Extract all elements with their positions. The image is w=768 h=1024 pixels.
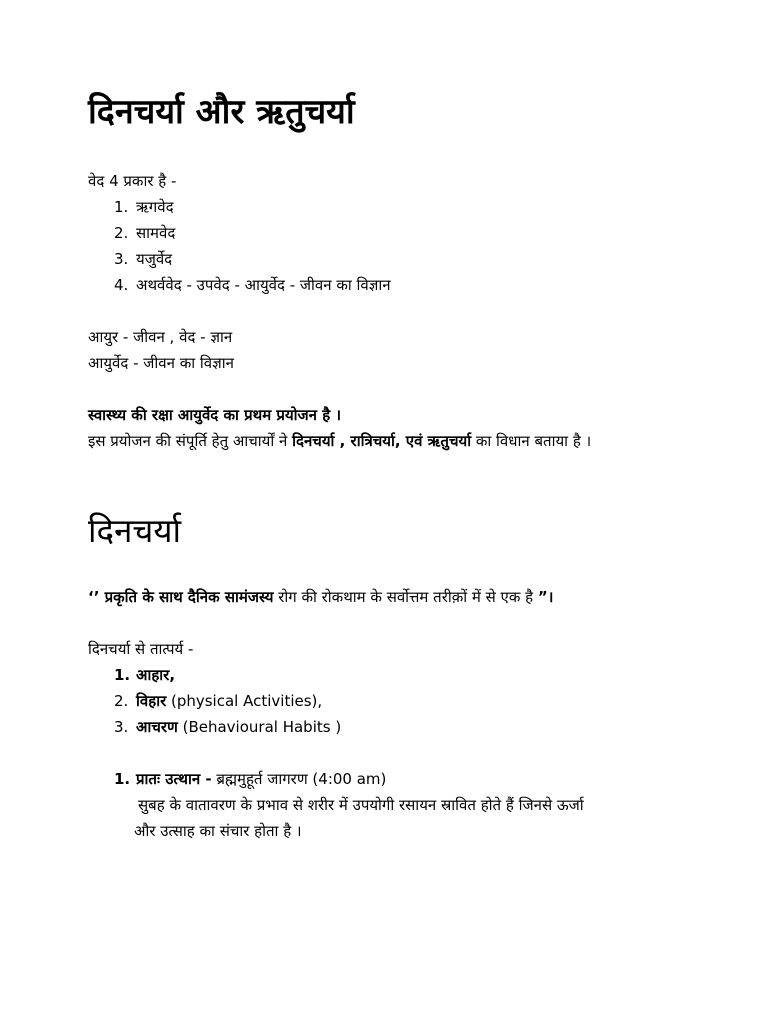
- purpose-statement: [88, 404, 341, 426]
- list-text: (physical Activities),: [166, 692, 323, 710]
- wake-bold-text: प्रातः उत्थान -: [136, 770, 212, 788]
- list-number: 1.: [114, 770, 131, 788]
- list-text: (Behavioural Habits ): [177, 718, 342, 736]
- wake-text: ब्रह्ममुहूर्त जागरण (4:00 am): [211, 770, 387, 788]
- wake-description-2: और उत्साह का संचार होता है ।: [134, 822, 302, 840]
- list-text: यजुर्वेद: [136, 250, 173, 268]
- veda-intro: वेद 4 प्रकार है -: [88, 172, 177, 190]
- fulfilment-post: का विधान बताया है ।: [471, 432, 592, 450]
- document-title: दिनचर्या और ऋतुचर्या: [88, 92, 355, 132]
- list-number: 4.: [114, 276, 129, 294]
- purpose-bold-text: स्वास्थ्य की रक्षा आयुर्वेद का प्रथम प्रयोजन है ।: [88, 406, 342, 424]
- ayur-definition-2: आयुर्वेद - जीवन का विज्ञान: [88, 354, 234, 372]
- ayur-definition-1: आयुर - जीवन , वेद - ज्ञान: [88, 328, 233, 346]
- list-item: [114, 716, 341, 738]
- quote-middle: रोग की रोकथाम के सर्वोत्तम तरीक़ों में से एक है: [273, 588, 538, 606]
- list-number: 2.: [114, 692, 129, 710]
- list-item: [114, 196, 174, 218]
- quote-bold-open: ‘’ प्रकृति के साथ दैनिक सामंजस्य: [88, 588, 274, 606]
- fulfilment-bold: दिनचर्या , रात्रिचर्या, एवं ऋतुचर्या: [292, 432, 472, 450]
- list-text: सामवेद: [136, 224, 176, 242]
- fulfilment-pre: इस प्रयोजन की संपूर्ति हेतु आचार्यों ने: [88, 432, 293, 450]
- list-number: 1.: [114, 198, 129, 216]
- list-number: 3.: [114, 250, 129, 268]
- quote-bold-close: ”।: [537, 588, 554, 606]
- list-number: 2.: [114, 224, 129, 242]
- quote-line: [88, 586, 553, 608]
- list-item: [114, 222, 175, 244]
- list-item: [114, 248, 172, 270]
- list-item: [114, 690, 322, 712]
- wake-description-1: सुबह के वातावरण के प्रभाव से शरीर में उपयोगी रसायन स्रावित होते हैं जिनसे ऊर्जा: [138, 796, 584, 814]
- list-text: ऋगवेद: [136, 198, 174, 216]
- wake-item: [114, 768, 386, 790]
- list-bold-text: आहार,: [136, 666, 176, 684]
- list-number: 1.: [114, 666, 131, 684]
- list-bold-text: विहार: [136, 692, 167, 710]
- list-text: अथर्ववेद - उपवेद - आयुर्वेद - जीवन का विज्ञान: [136, 276, 391, 294]
- meaning-intro: दिनचर्या से तात्पर्य -: [88, 640, 194, 658]
- list-number: 3.: [114, 718, 129, 736]
- section-title: दिनचर्या: [88, 511, 182, 550]
- list-item: [114, 664, 175, 686]
- list-bold-text: आचरण: [136, 718, 178, 736]
- fulfilment-statement: [88, 430, 591, 452]
- list-item: [114, 274, 391, 296]
